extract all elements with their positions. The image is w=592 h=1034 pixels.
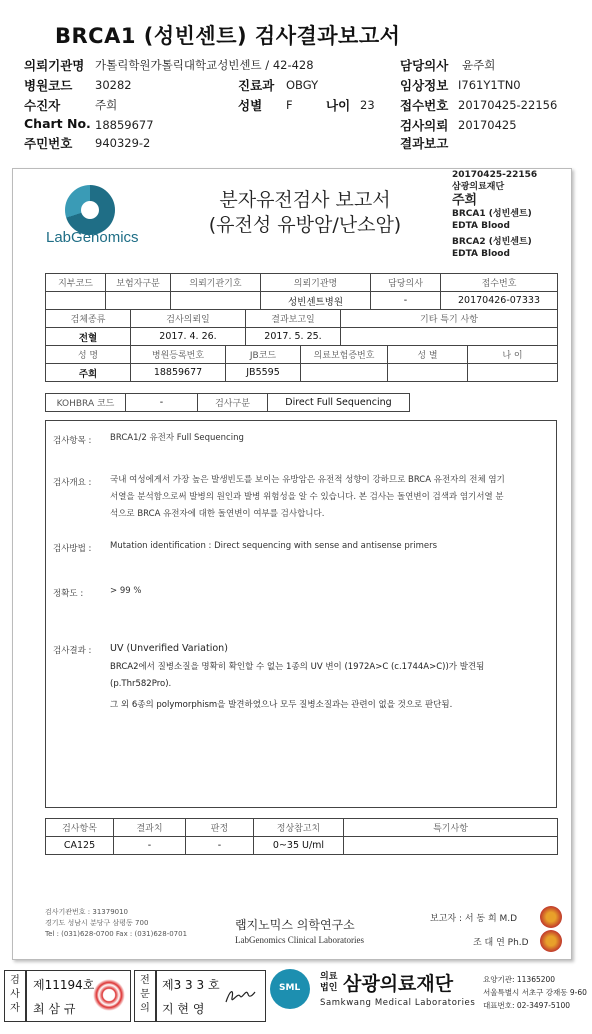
test-type-label: 검사구분	[198, 394, 268, 412]
result-line-3: (p.Thr582Pro).	[110, 679, 172, 689]
org-type-2: 법인	[320, 983, 338, 993]
report-title	[200, 188, 410, 238]
th-org-name: 의뢰기관명	[261, 274, 371, 292]
td-judgement: -	[186, 837, 254, 855]
td-name: 주희	[46, 364, 131, 382]
th-insurance-no: 의료보험증번호	[301, 346, 388, 364]
kohbra-value: -	[126, 394, 198, 412]
sml-logo-text: SML	[279, 983, 301, 993]
header-chart-value: 18859677	[95, 118, 154, 132]
td-org-name: 성빈센트병원	[261, 292, 371, 310]
th-org-code: 의뢰기관기호	[171, 274, 261, 292]
org-contact	[483, 973, 587, 1012]
summary-line-3: 석으로 BRCA 유전자에 대한 돌연변이 여부를 검사합니다.	[110, 509, 325, 519]
td-insurance	[106, 292, 171, 310]
result-line-2: BRCA2에서 질병소질을 명확히 확인할 수 없는 1종의 UV 변이 (1972A>C (c.1744A>C))가 발견됨	[110, 662, 485, 672]
specimen-brca1: BRCA1 (성빈센트)	[452, 209, 532, 219]
reporter-name: 보고자 : 서 동 희 M.D	[430, 914, 518, 924]
td-reg-no: 18859677	[131, 364, 226, 382]
header-sex-label: 성별	[238, 98, 263, 113]
specimen-blood1: EDTA Blood	[452, 220, 510, 231]
header-clinical-value: I761Y1TN0	[458, 78, 521, 92]
marker-table	[45, 818, 558, 855]
lab-name-ko: 랩지노믹스 의학연구소	[235, 918, 355, 932]
td-branch-code	[46, 292, 106, 310]
td-test-item: CA125	[46, 837, 114, 855]
specimen-brca2: BRCA2 (성빈센트)	[452, 237, 532, 247]
th-report-date: 결과보고일	[246, 310, 341, 328]
header-chart-label: Chart No.	[24, 116, 91, 131]
header-request-label: 검사의뢰	[400, 118, 449, 133]
result-line-4: 그 외 6종의 polymorphism을 발견하였으나 모두 질병소질과는 관련이 없을 것으로 판단됨.	[110, 700, 453, 710]
lab-address	[45, 907, 187, 940]
th-jb-code: JB코드	[226, 346, 301, 364]
lab-tel: Tel : (031)628-0700 Fax : (031)628-0701	[45, 930, 188, 938]
specimen-label	[452, 170, 537, 260]
td-specimen: 전혈	[46, 328, 131, 346]
header-dept-label: 진료과	[238, 78, 275, 93]
th-reference: 정상참고치	[254, 819, 344, 837]
header-receipt-value: 20170425-22156	[458, 98, 558, 112]
th-result-value: 결과치	[114, 819, 186, 837]
header-doctor-value: 윤주희	[462, 58, 496, 72]
header-clinical-label: 임상정보	[400, 78, 449, 93]
report-title-line1: 분자유전검사 보고서	[219, 189, 391, 211]
tester-seal-icon	[93, 979, 125, 1011]
th-insurance: 보험자구분	[106, 274, 171, 292]
header-sex-value: F	[286, 98, 293, 112]
logo-hole	[81, 201, 99, 219]
header-rrn-label: 주민번호	[24, 136, 73, 151]
th-branch-code: 지부코드	[46, 274, 106, 292]
header-request-value: 20170425	[458, 118, 517, 132]
specimen-blood2: EDTA Blood	[452, 248, 510, 259]
summary-label: 검사개요 :	[53, 478, 92, 488]
header-patient-label: 수진자	[24, 98, 61, 113]
header-age-value: 23	[360, 98, 375, 112]
header-org-value: 가톨릭학원가톨릭대학교성빈센트 / 42-428	[95, 58, 314, 72]
header-age-label: 나이	[326, 98, 351, 113]
lab-addr: 경기도 성남시 분당구 삼평동 700	[45, 919, 149, 927]
method-label: 검사방법 :	[53, 544, 92, 554]
org-type-1: 의료	[320, 972, 338, 982]
labgenomics-logo-text: LabGenomics	[46, 229, 139, 246]
method-value: Mutation identification : Direct sequencing with sense and antisense primers	[110, 541, 438, 551]
result-label: 검사결과 :	[53, 646, 92, 656]
th-judgement: 판정	[186, 819, 254, 837]
td-report-date: 2017. 5. 25.	[246, 328, 341, 346]
tester-number: 제11194호	[33, 978, 95, 992]
header-receipt-label: 접수번호	[400, 98, 449, 113]
report-title-line2: (유전성 유방암/난소암)	[208, 214, 402, 236]
info-table-1	[45, 273, 558, 310]
summary-line-1: 국내 여성에게서 가장 높은 발생빈도를 보이는 유방암은 유전적 성향이 강하므로 BRCA 유전자의 전체 염기	[110, 475, 505, 485]
reviewer-name: 조 대 연 Ph.D	[473, 938, 529, 948]
td-reference: 0~35 U/ml	[254, 837, 344, 855]
kohbra-table	[45, 393, 410, 412]
header-doctor-label: 담당의사	[400, 58, 449, 73]
specialist-label: 전문의	[140, 975, 150, 1014]
th-sex: 성 별	[388, 346, 468, 364]
info-table-3	[45, 345, 558, 382]
th-specimen: 검체종류	[46, 310, 131, 328]
info-table-2	[45, 309, 558, 346]
org-tel: 대표번호: 02-3497-5100	[483, 1001, 571, 1010]
td-sex	[388, 364, 468, 382]
header-hospital-code-label: 병원코드	[24, 78, 73, 93]
page-title: BRCA1 (성빈센트) 검사결과보고서	[55, 24, 401, 48]
item-label: 검사항목 :	[53, 436, 92, 446]
specialist-name: 지 현 영	[162, 1002, 205, 1016]
specimen-id: 20170425-22156	[452, 170, 538, 180]
summary-text	[110, 472, 550, 523]
specimen-org: 삼광의료재단	[452, 181, 505, 192]
specimen-name: 주희	[452, 193, 478, 208]
tester-name: 최 삼 규	[33, 1002, 76, 1016]
test-type-value: Direct Full Sequencing	[268, 394, 410, 412]
th-test-item: 검사항목	[46, 819, 114, 837]
accuracy-value: > 99 %	[110, 586, 142, 596]
td-insurance-no	[301, 364, 388, 382]
th-receipt: 접수번호	[441, 274, 558, 292]
th-remarks: 특기사항	[344, 819, 558, 837]
signature-icon	[222, 984, 258, 1008]
reviewer-stamp-icon	[540, 930, 562, 952]
th-doctor: 담당의사	[371, 274, 441, 292]
td-remarks	[344, 837, 558, 855]
header-patient-value: 주희	[95, 98, 118, 112]
org-code: 요양기관: 11365200	[483, 975, 556, 984]
reporter-stamp-icon	[540, 906, 562, 928]
td-jb-code: JB5595	[226, 364, 301, 382]
th-request-date: 검사의뢰일	[131, 310, 246, 328]
header-result-label: 결과보고	[400, 136, 449, 151]
org-name: 삼광의료재단	[343, 973, 454, 995]
accuracy-label: 정확도 :	[53, 589, 84, 599]
header-rrn-value: 940329-2	[95, 136, 151, 150]
lab-name-en: LabGenomics Clinical Laboratories	[235, 935, 364, 945]
summary-line-2: 서열을 분석함으로써 발병의 원인과 발병 위험성을 알 수 있습니다. 본 검사는 돌연변이 검색과 염기서열 분	[110, 492, 504, 502]
tester-label: 검사자	[10, 975, 20, 1014]
th-reg-no: 병원등록번호	[131, 346, 226, 364]
org-name-en: Samkwang Medical Laboratories	[320, 998, 476, 1008]
td-notes	[341, 328, 558, 346]
kohbra-label: KOHBRA 코드	[46, 394, 126, 412]
th-age: 나 이	[468, 346, 558, 364]
specialist-number: 제3 3 3 호	[162, 978, 220, 992]
td-receipt: 20170426-07333	[441, 292, 558, 310]
result-line-1: UV (Unverified Variation)	[110, 643, 228, 654]
org-type	[320, 972, 337, 994]
item-value: BRCA1/2 유전자 Full Sequencing	[110, 433, 244, 443]
td-org-code	[171, 292, 261, 310]
td-request-date: 2017. 4. 26.	[131, 328, 246, 346]
header-hospital-code-value: 30282	[95, 78, 132, 92]
org-addr: 서울특별시 서초구 강재동 9-60	[483, 988, 587, 997]
td-result-value: -	[114, 837, 186, 855]
td-doctor: -	[371, 292, 441, 310]
result-text	[110, 640, 550, 714]
th-name: 성 명	[46, 346, 131, 364]
lab-license: 검사기관번호 : 31379010	[45, 908, 129, 916]
header-dept-value: OBGY	[286, 78, 319, 92]
th-notes: 기타 특기 사항	[341, 310, 558, 328]
td-age	[468, 364, 558, 382]
header-org-label: 의뢰기관명	[24, 58, 85, 73]
